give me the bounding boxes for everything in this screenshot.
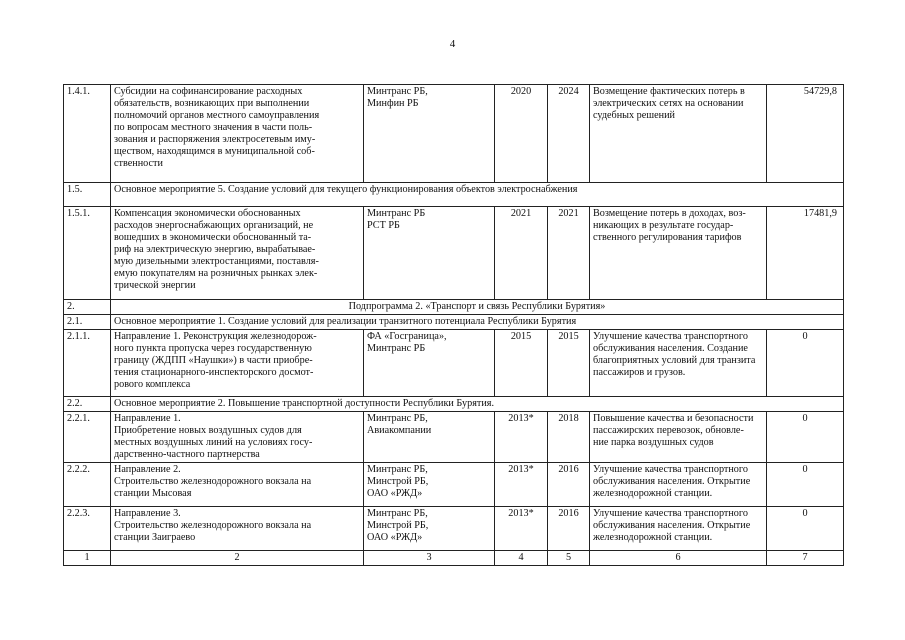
- executors-line: ФА «Госграница»,: [367, 331, 447, 342]
- row-number: 2.2.1.: [64, 412, 111, 463]
- measure-description-line: мую дизельными электростанциями, поставля-: [114, 256, 319, 267]
- expected-result-line: Улучшение качества транспортного: [593, 508, 748, 519]
- table-row: [64, 397, 844, 412]
- measure-description-line: ществом, находящимся в муниципальной соб-: [114, 146, 315, 157]
- executors-line: Минтранс РБ,: [367, 86, 428, 97]
- expected-result-line: Улучшение качества транспортного: [593, 464, 748, 475]
- measure-description-line: полномочий органов местного самоуправления: [114, 110, 320, 121]
- executors-line: Минтранс РБ,: [367, 508, 428, 519]
- start-year: 2013*: [495, 412, 548, 463]
- table-row: [64, 507, 844, 551]
- table-row: [64, 412, 844, 463]
- measure-description-line: емую покупателям на розничных рынках элек-: [114, 268, 318, 279]
- column-number: 2: [111, 551, 364, 566]
- end-year: 2018: [548, 412, 590, 463]
- row-number: 2.2.: [64, 397, 111, 412]
- measure-description-line: трической энергии: [114, 280, 196, 291]
- measure-description-line: Компенсация экономически обоснованных: [114, 208, 301, 219]
- expected-result-line: пассажиров и грузов.: [593, 367, 686, 378]
- executors: [364, 207, 495, 300]
- expected-result: [590, 412, 767, 463]
- measure-description-line: тения стационарного-инспекторского досмот-: [114, 367, 314, 378]
- section-title: Основное мероприятие 5. Создание условий для текущего функционирования объектов электроснабжения: [111, 183, 844, 207]
- expected-result-line: железнодорожной станции.: [593, 488, 713, 499]
- measure-description-line: вошедших в экономически обоснованный та-: [114, 232, 312, 243]
- expected-result-line: обслуживания населения. Открытие: [593, 520, 751, 531]
- executors-line: Минтранс РБ,: [367, 464, 428, 475]
- measure-description-line: Направление 2.: [114, 464, 181, 475]
- table-row: [64, 183, 844, 207]
- table-row: [64, 207, 844, 300]
- row-number: 1.5.1.: [64, 207, 111, 300]
- table-row: [64, 330, 844, 397]
- measure-description-line: местных воздушных линий на условиях госу-: [114, 437, 313, 448]
- column-number: 5: [548, 551, 590, 566]
- row-number: 2.1.: [64, 315, 111, 330]
- measure-description-line: зования и распоряжения электросетевым иму-: [114, 134, 316, 145]
- executors-line: Авиакомпании: [367, 425, 432, 436]
- measure-description-line: дарственно-частного партнерства: [114, 449, 260, 460]
- expected-result-line: ственного регулирования тарифов: [593, 232, 742, 243]
- expected-result-line: железнодорожной станции.: [593, 532, 713, 543]
- measure-description-line: рового комплекса: [114, 379, 191, 390]
- expected-result-line: обслуживания населения. Создание: [593, 343, 748, 354]
- column-number: 4: [495, 551, 548, 566]
- measure-description-line: станции Мысовая: [114, 488, 192, 499]
- expected-result: [590, 207, 767, 300]
- executors-line: Минфин РБ: [367, 98, 419, 109]
- amount: 0: [767, 507, 844, 551]
- measure-description: [111, 207, 364, 300]
- amount: 0: [767, 412, 844, 463]
- measure-description-line: границу (ЖДПП «Наушки») в части приобре-: [114, 355, 313, 366]
- measure-description-line: Направление 3.: [114, 508, 181, 519]
- table-row: [64, 463, 844, 507]
- table-row: [64, 315, 844, 330]
- column-number: 7: [767, 551, 844, 566]
- column-number: 3: [364, 551, 495, 566]
- amount: 0: [767, 330, 844, 397]
- measure-description-line: по вопросам местного значения в части поль-: [114, 122, 313, 133]
- expected-result: [590, 330, 767, 397]
- executors: [364, 463, 495, 507]
- executors: [364, 85, 495, 183]
- expected-result: [590, 463, 767, 507]
- measure-description: [111, 412, 364, 463]
- expected-result-line: Улучшение качества транспортного: [593, 331, 748, 342]
- measure-description-line: Строительство железнодорожного вокзала на: [114, 520, 312, 531]
- subprogram-title: Подпрограмма 2. «Транспорт и связь Республики Бурятия»: [111, 300, 844, 315]
- amount: 17481,9: [767, 207, 844, 300]
- expected-result-line: Возмещение потерь в доходах, воз-: [593, 208, 746, 219]
- measure-description-line: Субсидии на софинансирование расходных: [114, 86, 303, 97]
- table-row: [64, 300, 844, 315]
- executors-line: Минстрой РБ,: [367, 476, 429, 487]
- expected-result-line: Повышение качества и безопасности: [593, 413, 754, 424]
- measure-description-line: Строительство железнодорожного вокзала на: [114, 476, 312, 487]
- expected-result-line: пассажирских перевозок, обновле-: [593, 425, 744, 436]
- measure-description-line: станции Заиграево: [114, 532, 196, 543]
- end-year: 2015: [548, 330, 590, 397]
- measure-description-line: расходов энергоснабжающих организаций, не: [114, 220, 314, 231]
- measure-description-line: Направление 1.: [114, 413, 181, 424]
- executors: [364, 330, 495, 397]
- start-year: 2020: [495, 85, 548, 183]
- measure-description-line: ного пункта пропуска через государственную: [114, 343, 312, 354]
- measure-description-line: обязательств, возникающих при выполнении: [114, 98, 310, 109]
- expected-result-line: ние парка воздушных судов: [593, 437, 714, 448]
- amount: 0: [767, 463, 844, 507]
- section-title: Основное мероприятие 2. Повышение транспортной доступности Республики Бурятия.: [111, 397, 844, 412]
- expected-result-line: благоприятных условий для транзита: [593, 355, 756, 366]
- measure-description: [111, 463, 364, 507]
- start-year: 2013*: [495, 463, 548, 507]
- page-number: 4: [449, 38, 456, 50]
- row-number: 2.: [64, 300, 111, 315]
- row-number: 2.2.2.: [64, 463, 111, 507]
- column-number: 1: [64, 551, 111, 566]
- end-year: 2021: [548, 207, 590, 300]
- program-table: [63, 84, 844, 566]
- expected-result-line: судебных решений: [593, 110, 676, 121]
- executors-line: Минтранс РБ: [367, 208, 426, 219]
- measure-description-line: Приобретение новых воздушных судов для: [114, 425, 302, 436]
- row-number: 1.4.1.: [64, 85, 111, 183]
- row-number: 2.2.3.: [64, 507, 111, 551]
- start-year: 2013*: [495, 507, 548, 551]
- start-year: 2015: [495, 330, 548, 397]
- executors-line: ОАО «РЖД»: [367, 532, 423, 543]
- executors-line: РСТ РБ: [367, 220, 400, 231]
- measure-description: [111, 85, 364, 183]
- expected-result-line: Возмещение фактических потерь в: [593, 86, 745, 97]
- end-year: 2016: [548, 507, 590, 551]
- measure-description-line: Направление 1. Реконструкция железнодорож-: [114, 331, 317, 342]
- expected-result-line: обслуживания населения. Открытие: [593, 476, 751, 487]
- expected-result: [590, 507, 767, 551]
- measure-description: [111, 507, 364, 551]
- amount: 54729,8: [767, 85, 844, 183]
- start-year: 2021: [495, 207, 548, 300]
- section-title: Основное мероприятие 1. Создание условий для реализации транзитного потенциала Республики Бурятия: [111, 315, 844, 330]
- executors: [364, 507, 495, 551]
- executors-line: ОАО «РЖД»: [367, 488, 423, 499]
- column-number-row: [64, 551, 844, 566]
- measure-description-line: ственности: [114, 158, 163, 169]
- expected-result: [590, 85, 767, 183]
- end-year: 2016: [548, 463, 590, 507]
- row-number: 2.1.1.: [64, 330, 111, 397]
- executors-line: Минстрой РБ,: [367, 520, 429, 531]
- expected-result-line: никающих в результате государ-: [593, 220, 734, 231]
- end-year: 2024: [548, 85, 590, 183]
- measure-description-line: риф на электрическую энергию, вырабатывае-: [114, 244, 316, 255]
- executors-line: Минтранс РБ,: [367, 413, 428, 424]
- column-number: 6: [590, 551, 767, 566]
- table-row: [64, 85, 844, 183]
- row-number: 1.5.: [64, 183, 111, 207]
- executors: [364, 412, 495, 463]
- executors-line: Минтранс РБ: [367, 343, 426, 354]
- expected-result-line: электрических сетях на основании: [593, 98, 744, 109]
- measure-description: [111, 330, 364, 397]
